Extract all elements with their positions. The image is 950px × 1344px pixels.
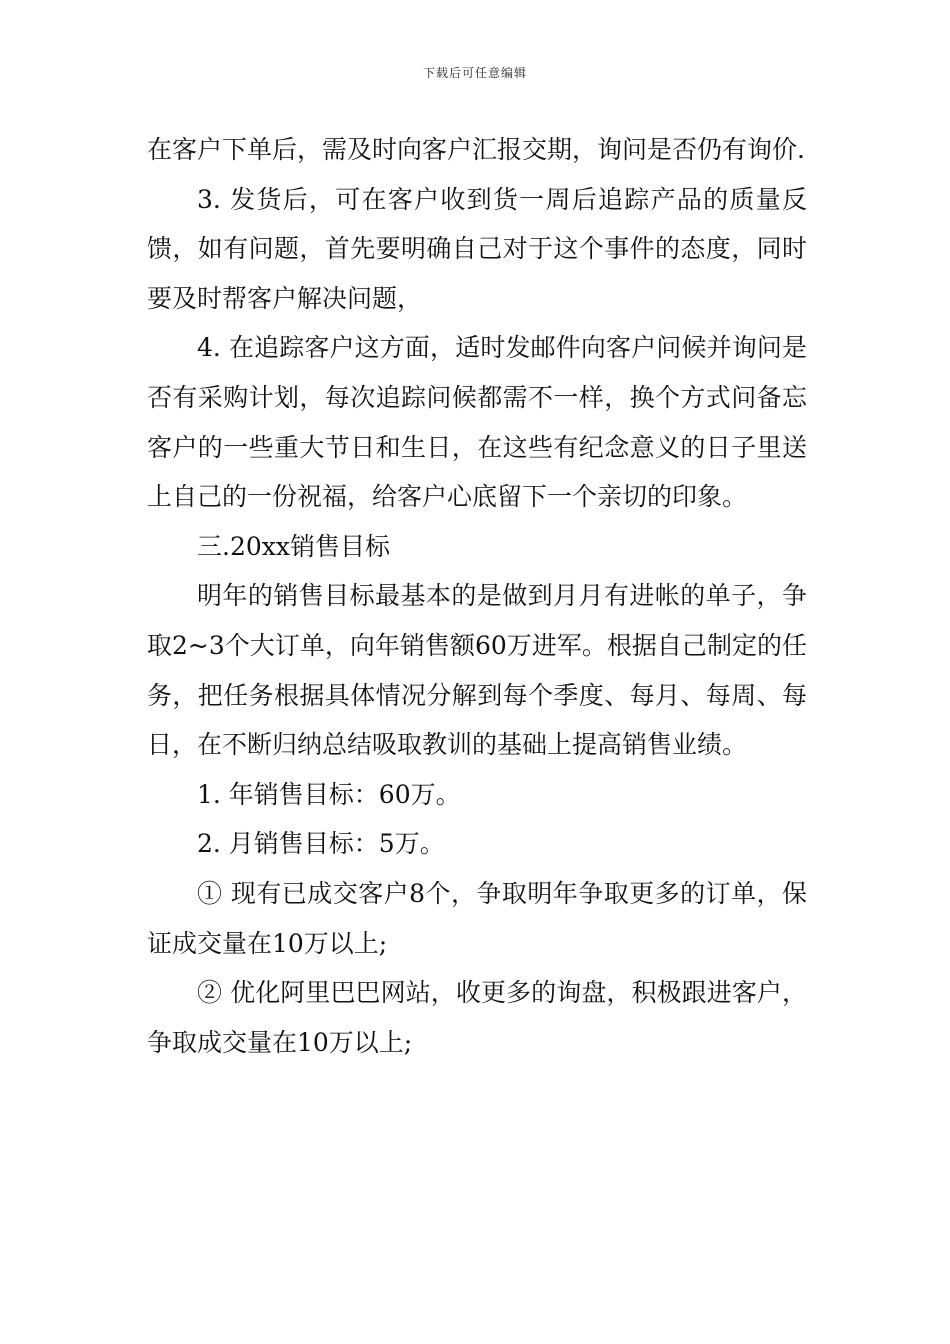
list-item-alibaba-site: ② 优化阿里巴巴网站，收更多的询盘，积极跟进客户，争取成交量在10万以上; <box>147 978 807 1057</box>
document-body <box>147 125 807 1067</box>
paragraph-2: 3. 发货后，可在客户收到货一周后追踪产品的质量反馈，如有问题，首先要明确自己对于这个事件的态度，同时要及时帮客户解决问题， <box>147 184 807 313</box>
paragraph-5: 明年的销售目标最基本的是做到月月有进帐的单子，争取2~3个大订单，向年销售额60万进军。根据自己制定的任务，把任务根据具体情况分解到每个季度、每月、每周、每日，在不断归纳总结吸取教训的基础上提高销售业绩。 <box>147 581 807 760</box>
paragraph-1: 在客户下单后，需及时向客户汇报交期，询问是否仍有询价. <box>147 135 805 164</box>
list-item-monthly-target: 2. 月销售目标：5万。 <box>197 829 445 859</box>
list-item-annual-target: 1. 年销售目标：60万。 <box>197 779 461 809</box>
list-item-existing-clients: ① 现有已成交客户8个，争取明年争取更多的订单，保证成交量在10万以上; <box>147 878 807 958</box>
paragraph-3: 4. 在追踪客户这方面，适时发邮件向客户问候并询问是否有采购计划，每次追踪问候都需不一样，换个方式问备忘客户的一些重大节日和生日，在这些有纪念意义的日子里送上自己的一份祝福，给客户心底留下一个亲切的印象。 <box>147 333 807 512</box>
page-header: 下载后可任意编辑 <box>422 66 527 80</box>
section-heading: 三.20xx销售目标 <box>197 531 390 561</box>
